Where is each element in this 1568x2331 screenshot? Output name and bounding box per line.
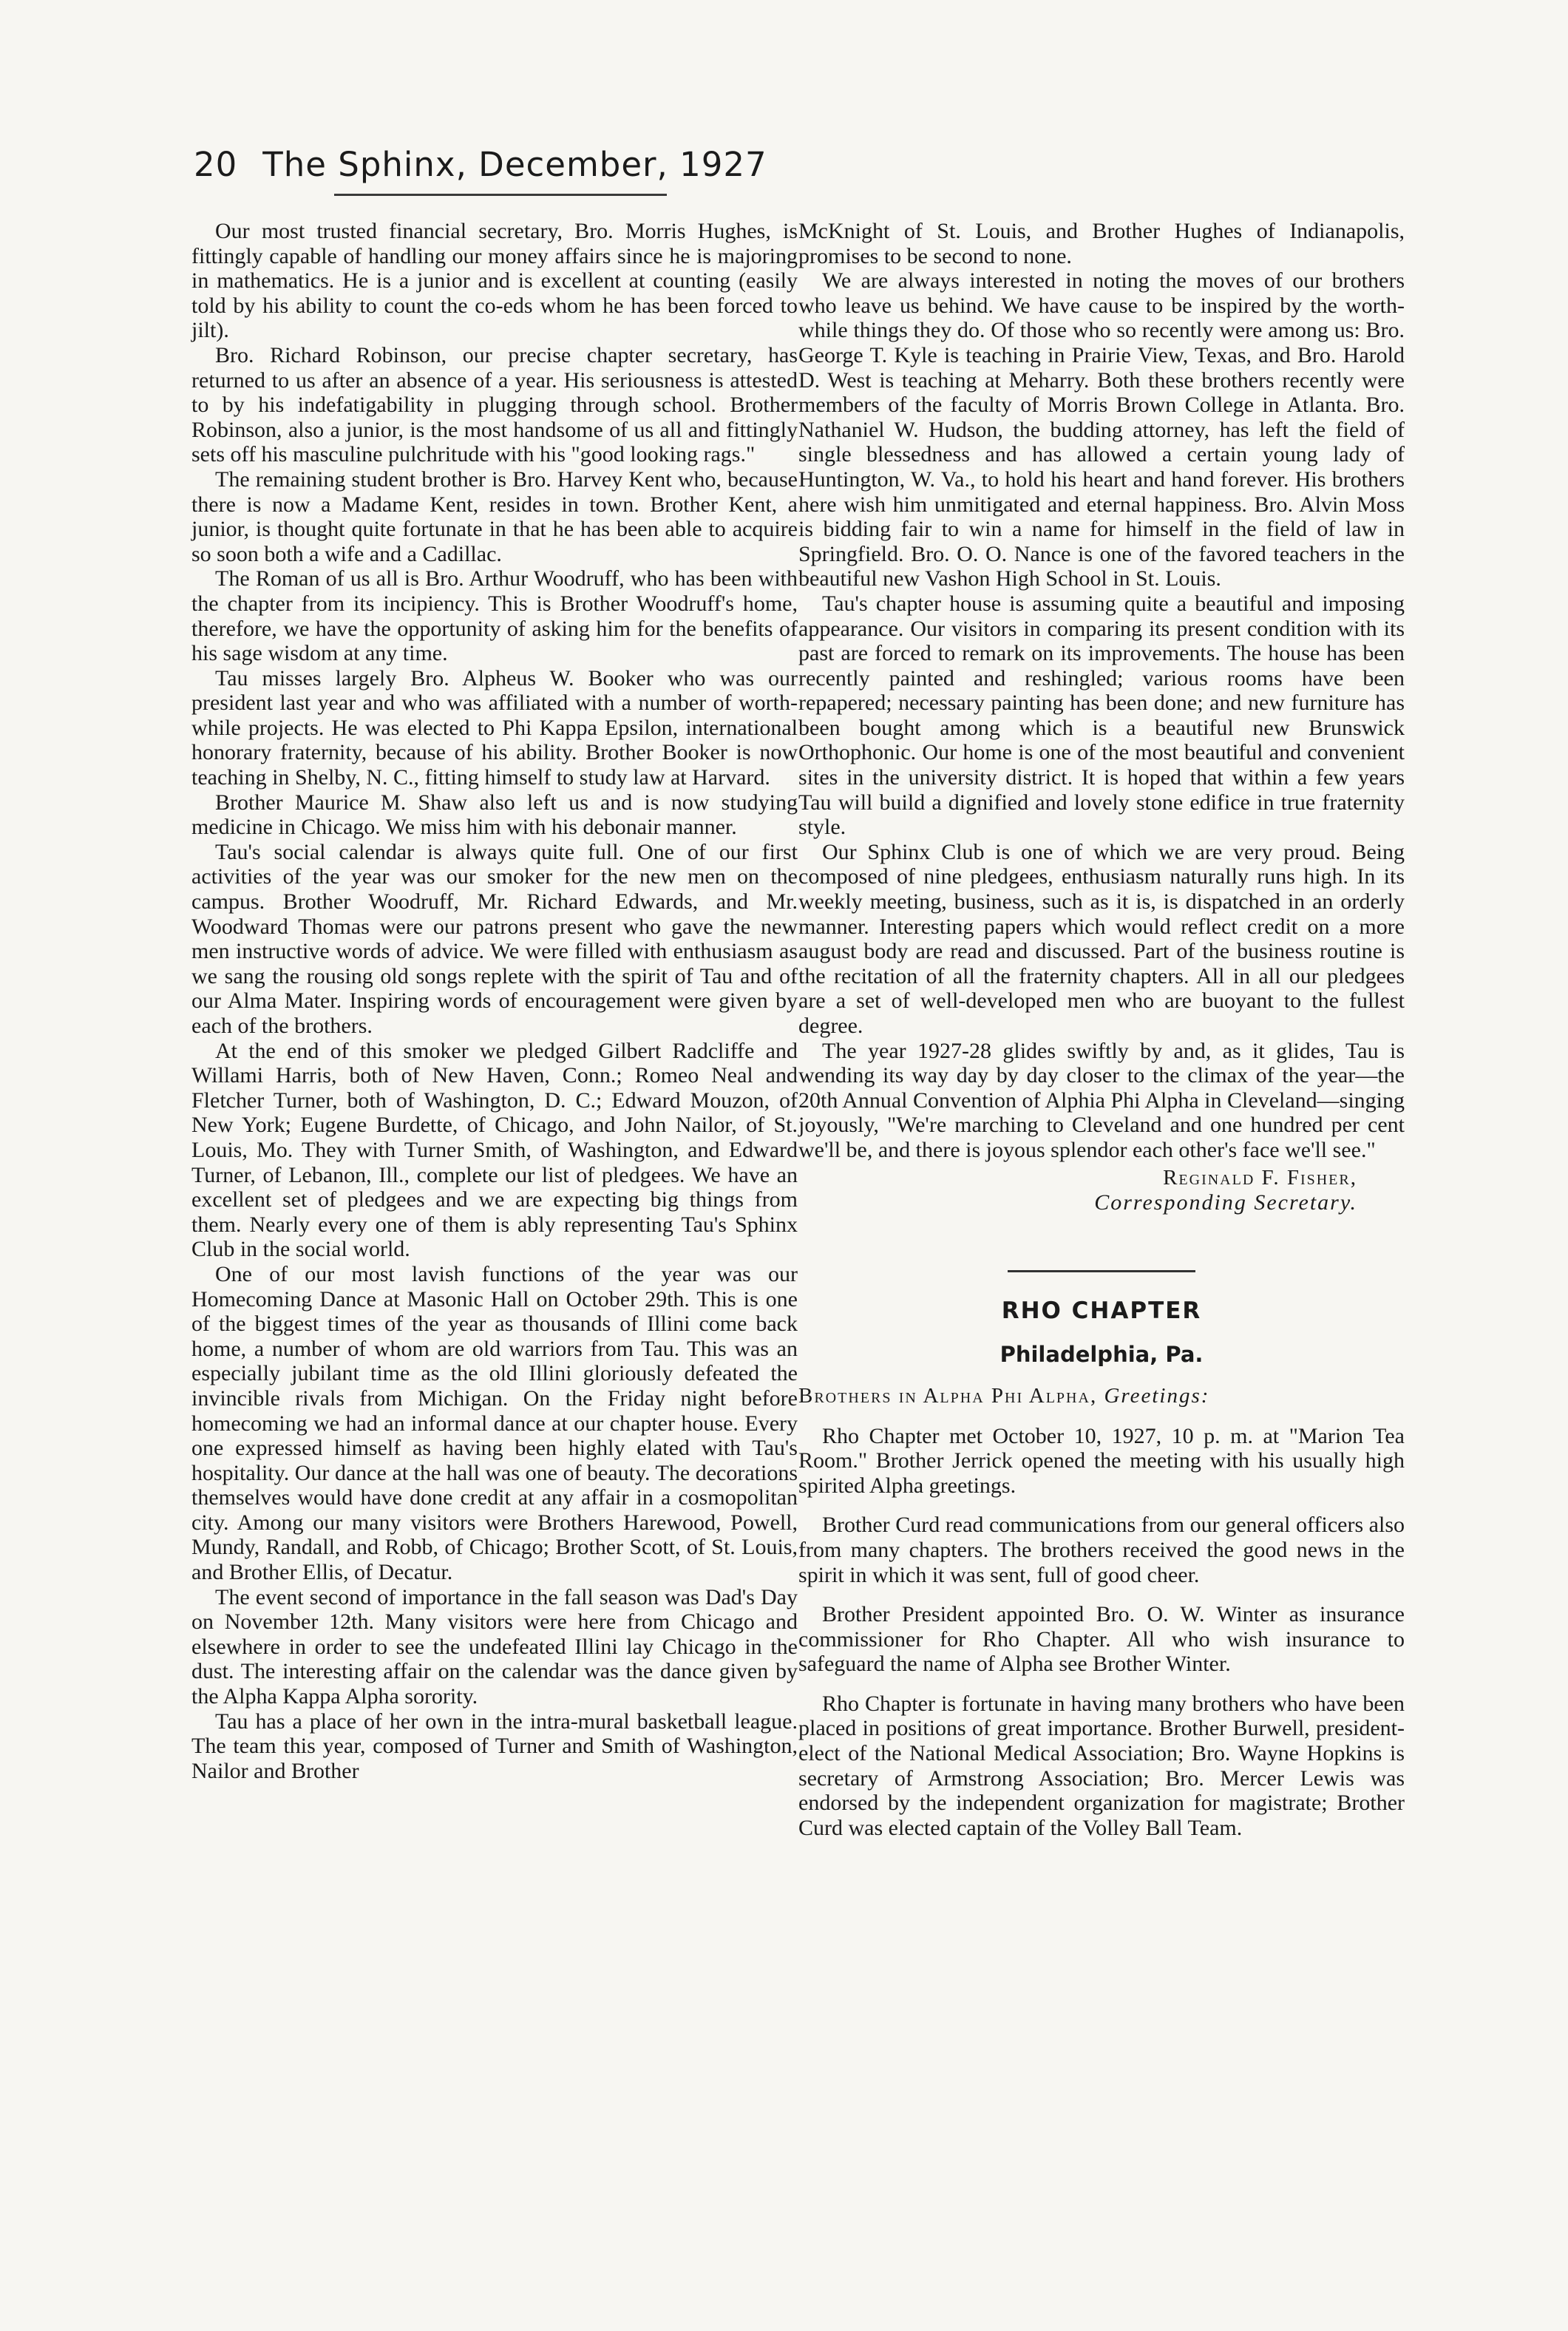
page-number: 20 <box>194 145 238 184</box>
paragraph: Rho Chapter is fortunate in having many brothers who have been placed in positions of great importance. Brother Burwell, president-elect of the National Medical Association; Bro. Wayne Hopkins is secretary of Armstrong Association; Bro. Mercer Lewis was endorsed by the independent organization for magistrate; Brother Curd was elected captain of the Volley Ball Team. <box>798 1691 1405 1840</box>
running-head <box>194 145 767 184</box>
paragraph: The remaining student brother is Bro. Harvey Kent who, because there is now a Madame Kent, resides in town. Brother Kent, a junior, is thought quite fortunate in that he has been able to acquire so soon both a wife and a Cadillac. <box>191 466 798 566</box>
signature-name: Reginald F. Fisher, <box>1163 1165 1357 1190</box>
paragraph: Brother President appointed Bro. O. W. Winter as insurance commissioner for Rho Chapter. All who wish insurance to safeguard the name of Alpha see Brother Winter. <box>798 1602 1405 1677</box>
header-rule <box>334 194 667 196</box>
paragraph: Brother Curd read communications from our general officers also from many chapters. The brothers received the good news in the spirit in which it was sent, full of good cheer. <box>798 1513 1405 1587</box>
section-divider <box>1008 1270 1195 1272</box>
paragraph: Tau has a place of her own in the intra-mural basketball league. The team this year, composed of Turner and Smith of Washington, Nailor and Brother <box>191 1709 798 1783</box>
paragraph: Our Sphinx Club is one of which we are very proud. Being composed of nine pledgees, enthusiasm naturally runs high. In its weekly meeting, business, such as it is, is dispatched in an orderly manner. Interesting papers which would reflect credit on a more august body are read and discussed. Part of the business routine is the recitation of all the fraternity chapters. All in all our pledgees are a set of well-developed men who are buoyant to the fullest degree. <box>798 839 1405 1038</box>
paragraph: We are always interested in noting the moves of our brothers who leave us behind. We have cause to be inspired by the worth-while things they do. Of those who so recently were among us: Bro. George T. Kyle is teaching in Prairie View, Texas, and Bro. Harold D. West is teaching at Meharry. Both these brothers recently were members of the faculty of Morris Brown College in Atlanta. Bro. Nathaniel W. Hudson, the budding attorney, has left the field of single blessedness and has allowed a certain young lady of Huntington, W. Va., to hold his heart and hand forever. His brothers here wish him unmitigated and eternal happiness. Bro. Alvin Moss is bidding fair to win a name for himself in the field of law in Springfield. Bro. O. O. Nance is one of the favored teachers in the beautiful new Vashon High School in St. Louis. <box>798 268 1405 591</box>
signature-title: Corresponding Secretary. <box>1094 1190 1357 1215</box>
paragraph: Rho Chapter met October 10, 1927, 10 p. m. at "Marion Tea Room." Brother Jerrick opened the meeting with his usually high spirited Alpha greetings. <box>798 1423 1405 1498</box>
salutation-text: Brothers in Alpha Phi Alpha, <box>798 1383 1098 1408</box>
greeting-text: Greetings: <box>1104 1383 1210 1408</box>
chapter-heading: RHO CHAPTER <box>1001 1297 1202 1324</box>
paragraph: Tau's chapter house is assuming quite a beautiful and imposing appearance. Our visitors in comparing its present condition with its past are forced to remark on its improvements. The house has been recently painted and reshingled; various rooms have been repapered; necessary painting has been done; and new furniture has been bought among which is a beautiful new Brunswick Orthophonic. Our home is one of the most beautiful and convenient sites in the university district. It is hoped that within a few years Tau will build a dignified and lovely stone edifice in true fraternity style. <box>798 591 1405 840</box>
continued-paragraph: McKnight of St. Louis, and Brother Hughes of Indianapolis, promises to be second to none. <box>798 219 1405 268</box>
paragraph: Brother Maurice M. Shaw also left us and is now studying medicine in Chicago. We miss him with his debonair manner. <box>191 790 798 840</box>
paragraph: Our most trusted financial secretary, Bro. Morris Hughes, is fittingly capable of handling our money affairs since he is majoring in mathematics. He is a junior and is excellent at counting (easily told by his ability to count the co-eds whom he has been forced to jilt). <box>191 219 798 343</box>
paragraph: The year 1927-28 glides swiftly by and, as it glides, Tau is wending its way day by day closer to the climax of the year—the 20th Annual Convention of Alphia Phi Alpha in Cleveland—singing joyously, "We're marching to Cleveland and one hundred per cent we'll be, and there is joyous splendor each other's face we'll see." <box>798 1038 1405 1162</box>
left-column <box>191 219 798 1783</box>
signature <box>798 1166 1405 1215</box>
paragraph: One of our most lavish functions of the year was our Homecoming Dance at Masonic Hall on October 29th. This is one of the biggest times of the year as thousands of Illini come back home, a number of whom are old warriors from Tau. This was an especially jubilant time as the old Illini gloriously defeated the invincible rivals from Michigan. On the Friday night before homecoming we had an informal dance at our chapter house. Every one expressed himself as having been highly elated with Tau's hospitality. Our dance at the hall was one of beauty. The decorations themselves would have done credit at any affair in a cosmopolitan city. Among our many visitors were Brothers Harewood, Powell, Mundy, Randall, and Robb, of Chicago; Brother Scott, of St. Louis, and Brother Ellis, of Decatur. <box>191 1261 798 1585</box>
paragraph: Tau misses largely Bro. Alpheus W. Booker who was our president last year and who was affiliated with a number of worth-while projects. He was elected to Phi Kappa Epsilon, international honorary fraternity, because of his ability. Brother Booker is now teaching in Shelby, N. C., fitting himself to study law at Harvard. <box>191 665 798 790</box>
paragraph: The Roman of us all is Bro. Arthur Woodruff, who has been with the chapter from its incipiency. This is Brother Woodruff's home, therefore, we have the opportunity of asking him for the benefits of his sage wisdom at any time. <box>191 566 798 666</box>
paragraph: Tau's social calendar is always quite full. One of our first activities of the year was our smoker for the new men on the campus. Brother Woodruff, Mr. Richard Edwards, and Mr. Woodward Thomas were our patrons present who gave the new men instructive words of advice. We were filled with enthusiasm as we sang the rousing old songs replete with the spirit of Tau and of our Alma Mater. Inspiring words of encouragement were given by each of the brothers. <box>191 839 798 1038</box>
salutation <box>798 1384 1405 1409</box>
paragraph: At the end of this smoker we pledged Gilbert Radcliffe and Willami Harris, both of New Haven, Conn.; Romeo Neal and Fletcher Turner, both of Washington, D. C.; Edward Mouzon, of New York; Eugene Burdette, of Chicago, and John Nailor, of St. Louis, Mo. They with Turner Smith, of Washington, and Edward Turner, of Lebanon, Ill., complete our list of pledgees. We have an excellent set of pledgees and we are expecting big things from them. Nearly every one of them is ably representing Tau's Sphinx Club in the social world. <box>191 1038 798 1262</box>
paragraph: The event second of importance in the fall season was Dad's Day on November 12th. Many visitors were here from Chicago and elsewhere in order to see the undefeated Illini lay Chicago in the dust. The interesting affair on the calendar was the dance given by the Alpha Kappa Alpha sorority. <box>191 1584 798 1709</box>
paragraph: Bro. Richard Robinson, our precise chapter secretary, has returned to us after an absence of a year. His seriousness is attested to by his indefatigability in plugging through school. Brother Robinson, also a junior, is the most handsome of us all and fittingly sets off his masculine pulchritude with his "good looking rags." <box>191 342 798 467</box>
chapter-location: Philadelphia, Pa. <box>999 1342 1204 1368</box>
publication-title: The Sphinx, December, 1927 <box>262 145 767 184</box>
right-column <box>798 219 1405 1840</box>
